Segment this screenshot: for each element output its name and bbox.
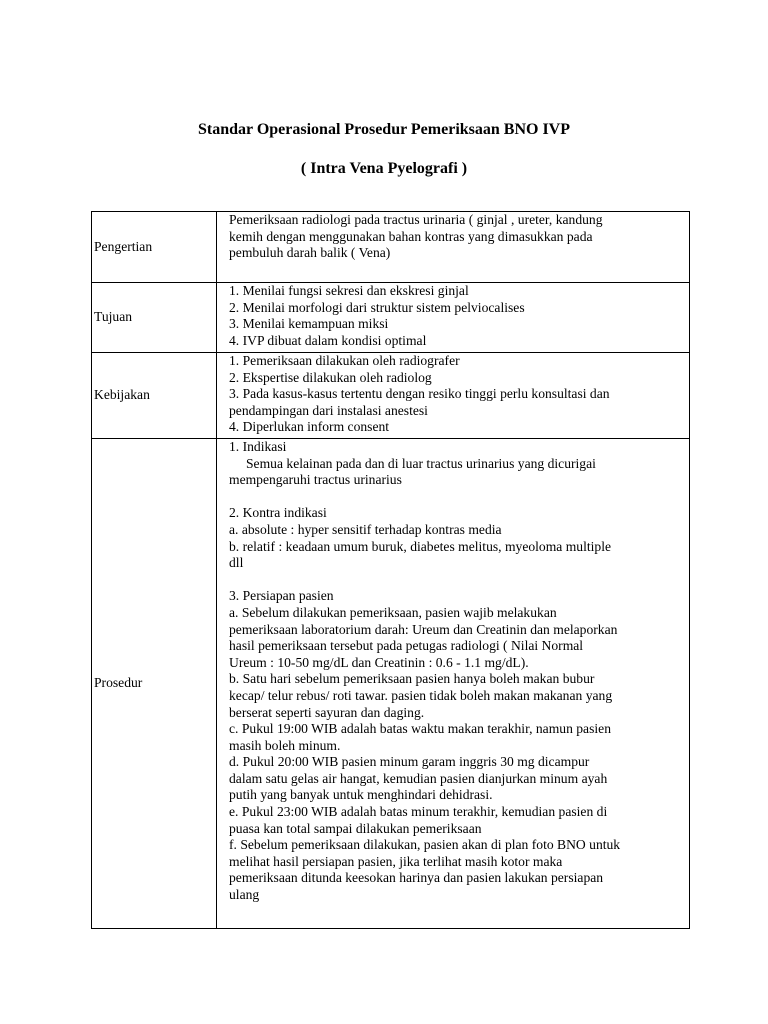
row-label: Prosedur bbox=[92, 439, 217, 929]
text-line: berserat seperti sayuran dan daging. bbox=[229, 704, 425, 720]
row-lines bbox=[229, 353, 685, 436]
text-line: 1. Menilai fungsi sekresi dan ekskresi ginjal bbox=[229, 283, 469, 298]
text-line: putih yang banyak untuk menghindari dehidrasi. bbox=[229, 787, 493, 803]
text-line: mempengaruhi tractus urinarius bbox=[229, 472, 402, 488]
table-row-tujuan bbox=[92, 283, 690, 353]
text-line: e. Pukul 23:00 WIB adalah batas minum terakhir, kemudian pasien di bbox=[229, 804, 608, 820]
text-line: f. Sebelum pemeriksaan dilakukan, pasien akan di plan foto BNO untuk bbox=[229, 837, 621, 853]
text-line: 4. IVP dibuat dalam kondisi optimal bbox=[229, 332, 427, 348]
text-line: dll bbox=[229, 555, 244, 571]
text-line: ulang bbox=[229, 887, 260, 903]
text-line: c. Pukul 19:00 WIB adalah batas waktu makan terakhir, namun pasien bbox=[229, 721, 611, 737]
text-line: b. relatif : keadaan umum buruk, diabetes melitus, myeoloma multiple bbox=[229, 538, 612, 554]
sop-table bbox=[91, 211, 690, 929]
text-line: b. Satu hari sebelum pemeriksaan pasien hanya boleh makan bubur bbox=[229, 671, 595, 687]
text-line: kecap/ telur rebus/ roti tawar. pasien tidak boleh makan makanan yang bbox=[229, 687, 613, 703]
text-line: a. absolute : hyper sensitif terhadap kontras media bbox=[229, 521, 502, 537]
document-title: Standar Operasional Prosedur Pemeriksaan BNO IVP bbox=[197, 121, 571, 138]
text-line: puasa kan total sampai dilakukan pemeriksaan bbox=[229, 820, 482, 836]
row-content bbox=[217, 439, 690, 929]
row-content bbox=[217, 212, 690, 283]
text-line: pendampingan dari instalasi anestesi bbox=[229, 402, 428, 418]
text-line: 2. Ekspertise dilakukan oleh radiolog bbox=[229, 369, 432, 385]
table-row-prosedur bbox=[92, 439, 690, 929]
text-line: 4. Diperlukan inform consent bbox=[229, 419, 390, 435]
row-content bbox=[217, 283, 690, 353]
text-line: Semua kelainan pada dan di luar tractus urinarius yang dicurigai bbox=[229, 455, 596, 471]
text-line: 1. Indikasi bbox=[229, 439, 287, 454]
text-line: 1. Pemeriksaan dilakukan oleh radiografer bbox=[229, 353, 460, 368]
text-line: pemeriksaan laboratorium darah: Ureum dan Creatinin dan melaporkan bbox=[229, 621, 618, 637]
row-lines bbox=[229, 283, 685, 349]
text-line: masih boleh minum. bbox=[229, 737, 341, 753]
text-line: pemeriksaan ditunda keesokan harinya dan pasien lakukan persiapan bbox=[229, 870, 604, 886]
document-subtitle: ( Intra Vena Pyelografi ) bbox=[300, 160, 468, 177]
text-line: d. Pukul 20:00 WIB pasien minum garam inggris 30 mg dicampur bbox=[229, 754, 590, 770]
text-line: Ureum : 10-50 mg/dL dan Creatinin : 0.6 - 1.1 mg/dL). bbox=[229, 654, 529, 670]
table-row-kebijakan bbox=[92, 353, 690, 439]
text-line: 3. Pada kasus-kasus tertentu dengan resiko tinggi perlu konsultasi dan bbox=[229, 386, 610, 402]
blank-line bbox=[229, 572, 685, 589]
text-line: 2. Menilai morfologi dari struktur sistem pelviocalises bbox=[229, 299, 525, 315]
text-line: dalam satu gelas air hangat, kemudian pasien dianjurkan minum ayah bbox=[229, 770, 608, 786]
row-content bbox=[217, 353, 690, 439]
table-row-pengertian bbox=[92, 212, 690, 283]
text-line: 3. Persiapan pasien bbox=[229, 588, 334, 604]
text-line: hasil pemeriksaan tersebut pada petugas radiologi ( Nilai Normal bbox=[229, 638, 584, 654]
row-label: Pengertian bbox=[92, 212, 217, 283]
text-line: kemih dengan menggunakan bahan kontras yang dimasukkan pada bbox=[229, 228, 593, 244]
blank-line bbox=[229, 489, 685, 506]
row-label: Tujuan bbox=[92, 283, 217, 353]
text-line: a. Sebelum dilakukan pemeriksaan, pasien wajib melakukan bbox=[229, 604, 557, 620]
text-line: Pemeriksaan radiologi pada tractus urinaria ( ginjal , ureter, kandung bbox=[229, 212, 603, 227]
row-lines bbox=[229, 439, 685, 904]
row-label: Kebijakan bbox=[92, 353, 217, 439]
text-line: pembuluh darah balik ( Vena) bbox=[229, 245, 391, 261]
text-line: 3. Menilai kemampuan miksi bbox=[229, 316, 389, 332]
text-line: 2. Kontra indikasi bbox=[229, 505, 327, 521]
text-line: melihat hasil persiapan pasien, jika terlihat masih kotor maka bbox=[229, 853, 563, 869]
row-lines bbox=[229, 212, 685, 262]
